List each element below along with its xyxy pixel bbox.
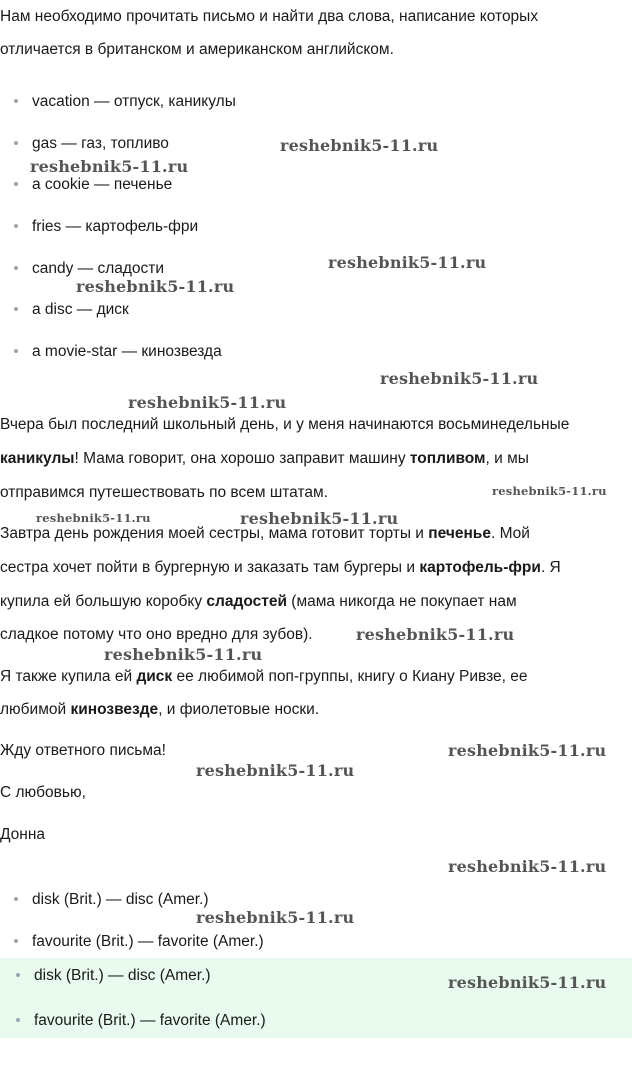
letter-closing-2: С любовью, bbox=[0, 784, 86, 801]
list-item: a cookie — печенье bbox=[14, 175, 172, 195]
bullet-icon bbox=[14, 141, 18, 145]
letter-p1-line-3: отправимся путешествовать по всем штатам. bbox=[0, 484, 328, 501]
watermark: reshebnik5-11.ru bbox=[196, 908, 355, 927]
watermark: reshebnik5-11.ru bbox=[36, 511, 151, 525]
watermark: reshebnik5-11.ru bbox=[492, 484, 607, 498]
letter-closing-1: Жду ответного письма! bbox=[0, 742, 166, 759]
letter-signature: Донна bbox=[0, 826, 46, 843]
bullet-icon bbox=[14, 349, 18, 353]
list-item: a disc — диск bbox=[14, 300, 129, 320]
list-item: disk (Brit.) — disc (Amer.) bbox=[16, 966, 211, 986]
bullet-icon bbox=[14, 266, 18, 270]
letter-p1-line-1: Вчера был последний школьный день, и у меня начинаются восьминедельные bbox=[0, 416, 570, 433]
watermark: reshebnik5-11.ru bbox=[280, 136, 439, 155]
watermark: reshebnik5-11.ru bbox=[240, 509, 399, 528]
bullet-icon bbox=[14, 897, 18, 901]
bullet-icon bbox=[14, 307, 18, 311]
list-item: candy — сладости bbox=[14, 259, 164, 279]
letter-p2-line-2: сестра хочет пойти в бургерную и заказать там бургеры и картофель-фри. Я bbox=[0, 559, 561, 576]
watermark: reshebnik5-11.ru bbox=[448, 741, 607, 760]
intro-line-2: отличается в британском и американском английском. bbox=[0, 41, 394, 58]
bullet-icon bbox=[14, 224, 18, 228]
bullet-icon bbox=[14, 182, 18, 186]
list-item: favourite (Brit.) — favorite (Amer.) bbox=[16, 1011, 266, 1031]
intro-line-1: Нам необходимо прочитать письмо и найти два слова, написание которых bbox=[0, 8, 539, 25]
bullet-icon bbox=[16, 1018, 20, 1022]
answer-box bbox=[0, 958, 632, 1038]
letter-p2-line-3: купила ей большую коробку сладостей (мама никогда не покупает нам bbox=[0, 593, 517, 610]
bullet-icon bbox=[16, 973, 20, 977]
bullet-icon bbox=[14, 99, 18, 103]
list-item: fries — картофель-фри bbox=[14, 217, 198, 237]
watermark: reshebnik5-11.ru bbox=[380, 369, 539, 388]
list-item: a movie-star — кинозвезда bbox=[14, 342, 222, 362]
letter-p3-line-2: любимой кинозвезде, и фиолетовые носки. bbox=[0, 701, 320, 718]
watermark: reshebnik5-11.ru bbox=[128, 393, 287, 412]
watermark: reshebnik5-11.ru bbox=[30, 157, 189, 176]
list-item: vacation — отпуск, каникулы bbox=[14, 92, 236, 112]
letter-p2-line-4: сладкое потому что оно вредно для зубов). bbox=[0, 626, 313, 643]
watermark: reshebnik5-11.ru bbox=[356, 625, 515, 644]
bullet-icon bbox=[14, 939, 18, 943]
list-item: disk (Brit.) — disc (Amer.) bbox=[14, 890, 209, 910]
watermark: reshebnik5-11.ru bbox=[196, 761, 355, 780]
list-item: gas — газ, топливо bbox=[14, 134, 169, 154]
letter-p3-line-1: Я также купила ей диск ее любимой поп-группы, книгу о Киану Ривзе, ее bbox=[0, 668, 528, 685]
watermark: reshebnik5-11.ru bbox=[104, 645, 263, 664]
watermark: reshebnik5-11.ru bbox=[448, 857, 607, 876]
watermark: reshebnik5-11.ru bbox=[76, 277, 235, 296]
letter-p2-line-1: Завтра день рождения моей сестры, мама готовит торты и печенье. Мой bbox=[0, 525, 530, 542]
list-item: favourite (Brit.) — favorite (Amer.) bbox=[14, 932, 264, 952]
watermark: reshebnik5-11.ru bbox=[328, 253, 487, 272]
letter-p1-line-2: каникулы! Мама говорит, она хорошо заправит машину топливом, и мы bbox=[0, 450, 529, 467]
watermark: reshebnik5-11.ru bbox=[448, 973, 607, 992]
